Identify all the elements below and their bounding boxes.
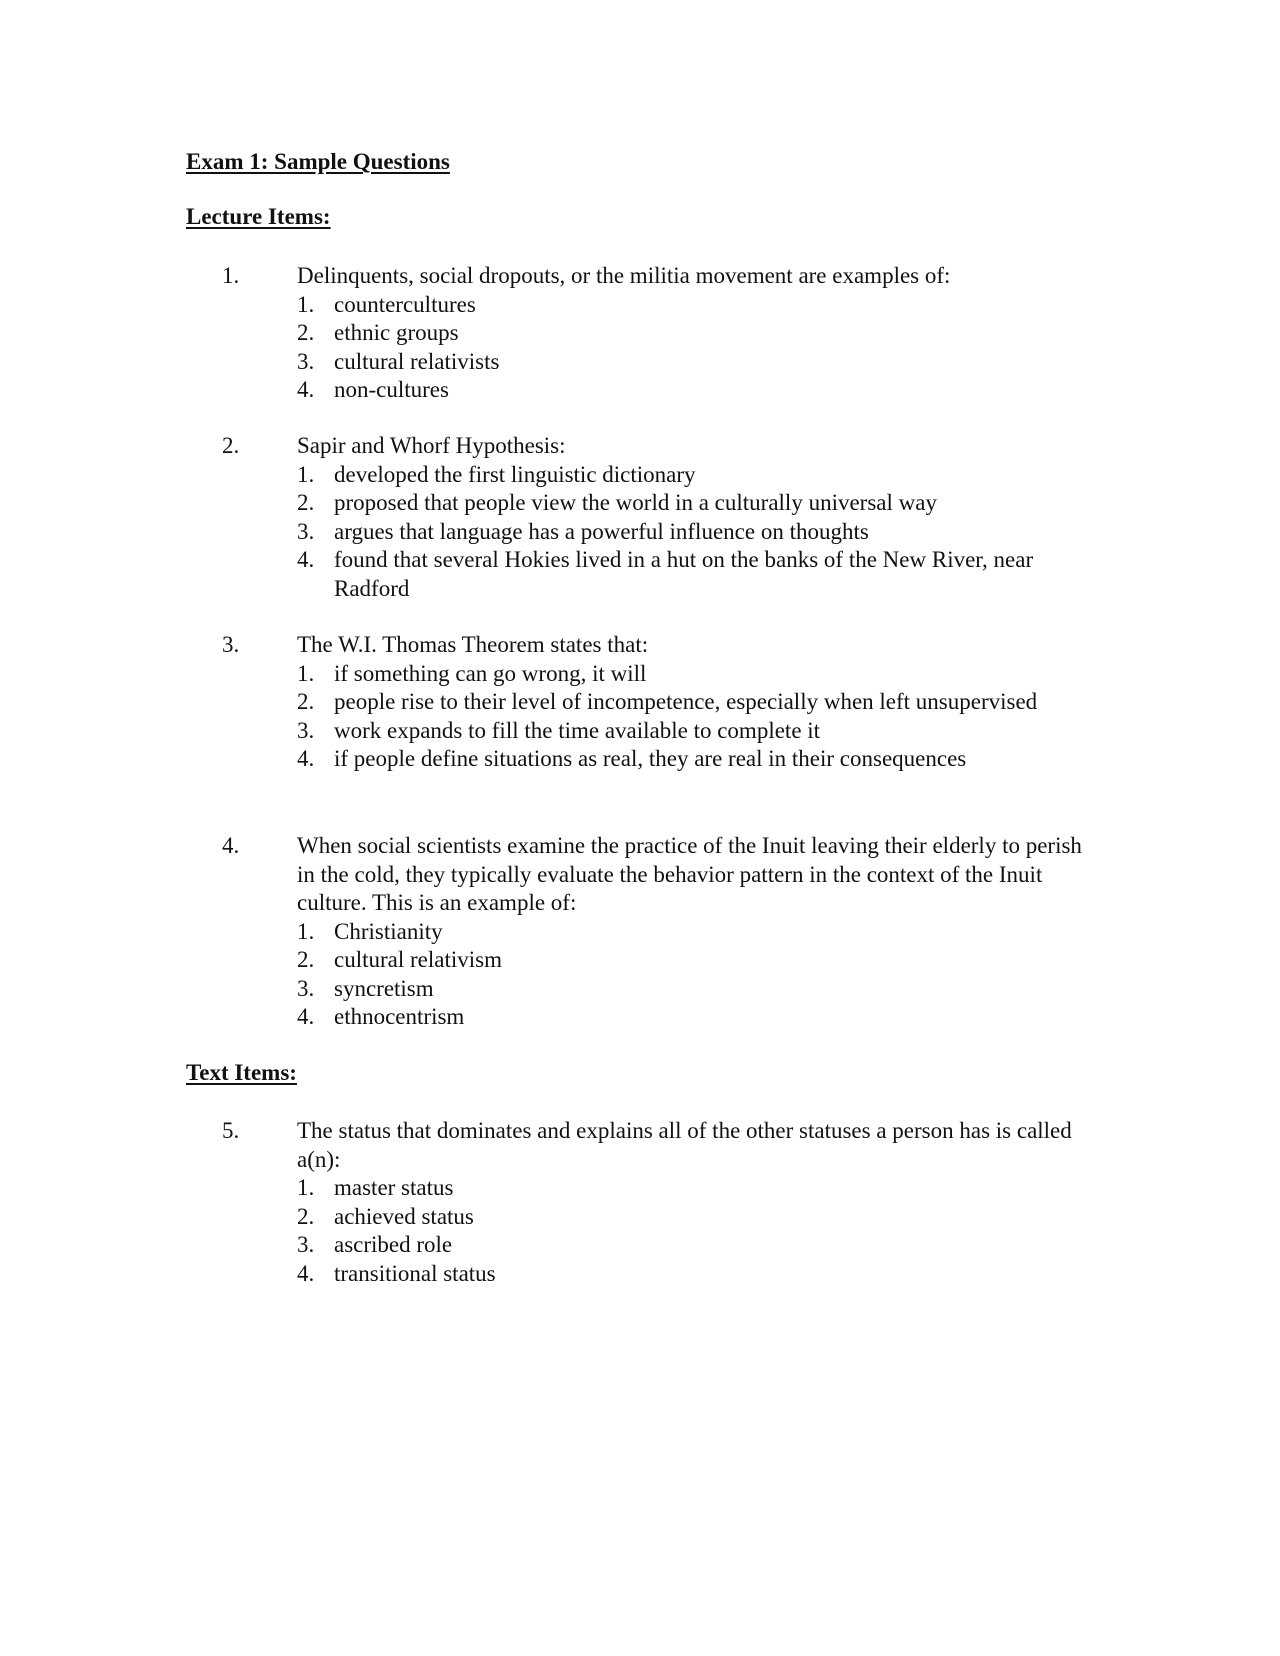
question-number: 1. bbox=[222, 263, 240, 288]
option-number: 3. bbox=[297, 348, 315, 374]
answer-options bbox=[297, 461, 1089, 604]
answer-option bbox=[297, 946, 1089, 975]
option-text: found that several Hokies lived in a hut on the banks of the New River, near Radford bbox=[334, 547, 1034, 601]
answer-option bbox=[297, 319, 1089, 348]
answer-options bbox=[297, 291, 1089, 405]
question-number: 2. bbox=[222, 433, 240, 458]
answer-option bbox=[297, 1231, 1089, 1260]
answer-option bbox=[297, 291, 1089, 320]
answer-option bbox=[297, 376, 1089, 405]
option-text: if something can go wrong, it will bbox=[334, 660, 647, 686]
document-title: Exam 1: Sample Questions bbox=[186, 149, 450, 174]
answer-option bbox=[297, 975, 1089, 1004]
option-number: 4. bbox=[297, 547, 315, 572]
option-number: 1. bbox=[297, 918, 315, 944]
option-text: syncretism bbox=[334, 975, 434, 1001]
option-number: 1. bbox=[297, 461, 315, 487]
question-number: 5. bbox=[222, 1118, 240, 1143]
answer-option bbox=[297, 1174, 1089, 1203]
option-text: achieved status bbox=[334, 1203, 474, 1229]
section-heading-lecture: Lecture Items: bbox=[186, 204, 331, 229]
option-number: 3. bbox=[297, 717, 315, 743]
answer-option bbox=[297, 660, 1089, 689]
option-number: 4. bbox=[297, 746, 315, 771]
option-text: developed the first linguistic dictionary bbox=[334, 461, 696, 487]
answer-option bbox=[297, 1203, 1089, 1232]
option-text: proposed that people view the world in a culturally universal way bbox=[334, 490, 937, 515]
option-number: 3. bbox=[297, 518, 315, 544]
answer-option bbox=[297, 1003, 1089, 1032]
option-text: master status bbox=[334, 1175, 454, 1200]
answer-option bbox=[297, 918, 1089, 947]
option-text: if people define situations as real, they are real in their consequences bbox=[334, 746, 967, 771]
question-text: Delinquents, social dropouts, or the militia movement are examples of: bbox=[297, 263, 951, 288]
option-text: countercultures bbox=[334, 291, 476, 317]
option-number: 4. bbox=[297, 1260, 315, 1286]
option-number: 2. bbox=[297, 947, 315, 972]
option-number: 4. bbox=[297, 1004, 315, 1029]
question-number: 4. bbox=[222, 833, 240, 858]
option-text: non-cultures bbox=[334, 377, 449, 402]
option-text: cultural relativists bbox=[334, 348, 500, 374]
option-number: 1. bbox=[297, 291, 315, 317]
option-number: 1. bbox=[297, 660, 315, 686]
option-text: work expands to fill the time available to complete it bbox=[334, 717, 821, 743]
option-number: 2. bbox=[297, 1203, 315, 1229]
option-text: Christianity bbox=[334, 918, 443, 944]
option-text: ascribed role bbox=[334, 1232, 453, 1257]
option-text: transitional status bbox=[334, 1260, 496, 1286]
answer-option bbox=[297, 717, 1089, 746]
option-text: argues that language has a powerful influence on thoughts bbox=[334, 518, 869, 544]
option-number: 2. bbox=[297, 320, 315, 345]
option-number: 1. bbox=[297, 1175, 315, 1200]
answer-option bbox=[297, 745, 1089, 774]
option-number: 2. bbox=[297, 490, 315, 515]
answer-option bbox=[297, 518, 1089, 547]
option-number: 3. bbox=[297, 975, 315, 1001]
section-heading-text: Text Items: bbox=[186, 1060, 297, 1085]
answer-option bbox=[297, 1260, 1089, 1289]
question-text: The status that dominates and explains all of the other statuses a person has is called a(n): bbox=[297, 1118, 1072, 1172]
option-text: ethnic groups bbox=[334, 320, 459, 345]
question-number: 3. bbox=[222, 632, 240, 657]
answer-option bbox=[297, 489, 1089, 518]
question-text: When social scientists examine the practice of the Inuit leaving their elderly to perish in the cold, they typically evaluate the behavior pattern in the context of the Inuit culture. This is an example of: bbox=[297, 833, 1082, 915]
option-number: 2. bbox=[297, 689, 315, 714]
answer-option bbox=[297, 546, 1089, 603]
question-text: The W.I. Thomas Theorem states that: bbox=[297, 632, 649, 657]
option-text: people rise to their level of incompetence, especially when left unsupervised bbox=[334, 689, 1038, 714]
option-number: 3. bbox=[297, 1232, 315, 1257]
answer-options bbox=[297, 1174, 1089, 1288]
answer-option bbox=[297, 688, 1089, 717]
answer-option bbox=[297, 461, 1089, 490]
answer-options bbox=[297, 660, 1089, 774]
option-text: cultural relativism bbox=[334, 947, 502, 972]
question-text: Sapir and Whorf Hypothesis: bbox=[297, 433, 566, 458]
answer-option bbox=[297, 348, 1089, 377]
answer-options bbox=[297, 918, 1089, 1032]
option-number: 4. bbox=[297, 377, 315, 402]
option-text: ethnocentrism bbox=[334, 1004, 465, 1029]
